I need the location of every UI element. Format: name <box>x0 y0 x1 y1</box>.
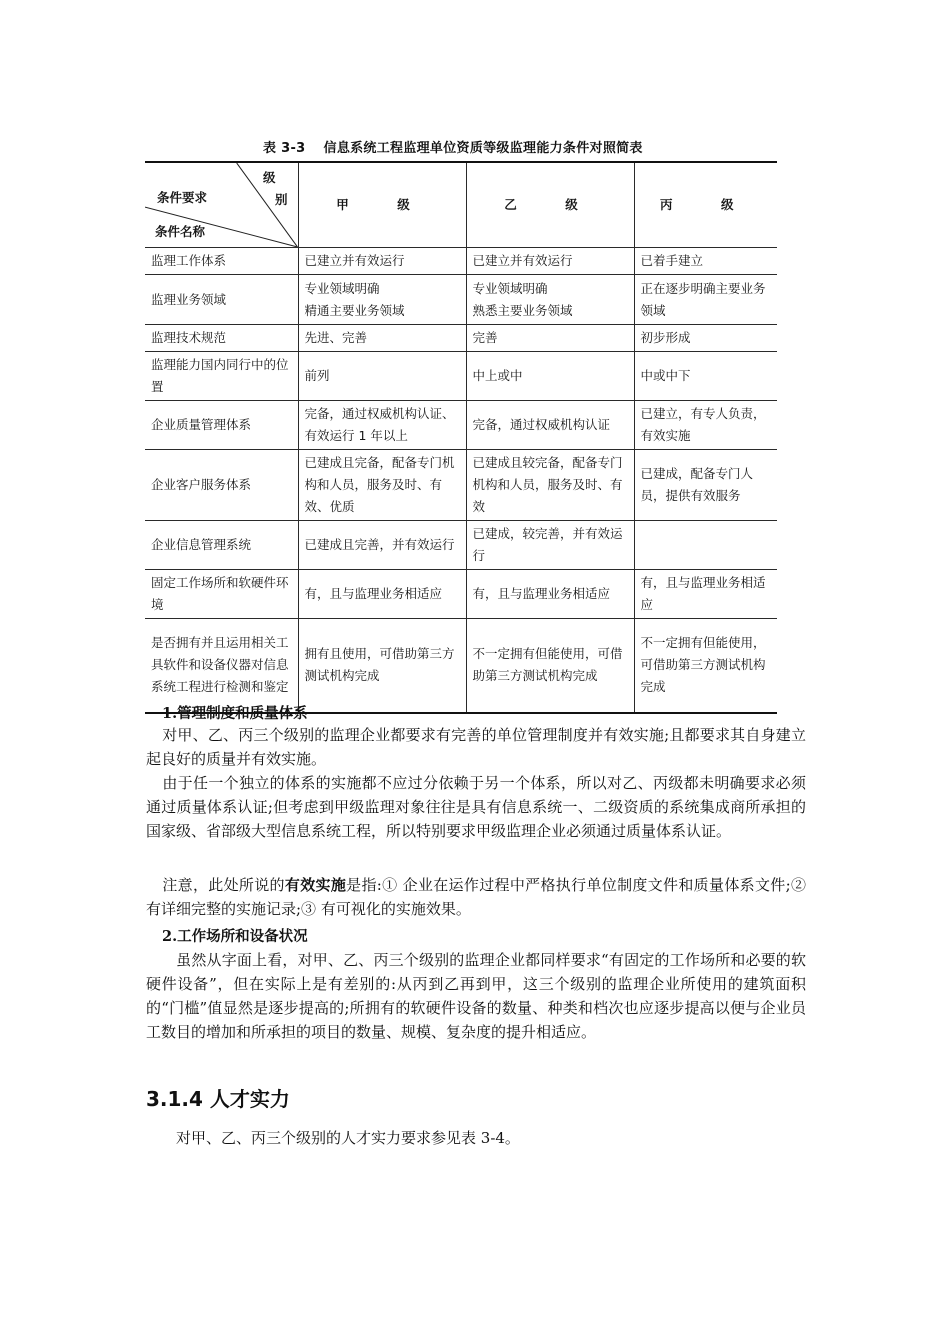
grade-c-cell <box>634 521 777 570</box>
paragraph-workplace <box>146 948 806 1044</box>
table-row <box>145 275 777 325</box>
diag-label-condition: 条件要求 <box>157 190 208 205</box>
row-name-cell: 监理能力国内同行中的位置 <box>145 352 298 401</box>
grade-b-cell: 已建成且较完备，配备专门机构和人员，服务及时、有效 <box>466 450 634 521</box>
table-row <box>145 570 777 619</box>
grade-a-cell: 先进、完善 <box>298 325 466 352</box>
row-name-cell: 企业质量管理体系 <box>145 401 298 450</box>
table-caption-title: 信息系统工程监理单位资质等级监理能力条件对照简表 <box>323 141 643 156</box>
section-heading-workplace: 2.工作场所和设备状况 <box>162 928 308 945</box>
table-row <box>145 619 777 713</box>
grade-c-cell: 初步形成 <box>634 325 777 352</box>
grade-a-cell: 已建立并有效运行 <box>298 248 466 275</box>
table-row <box>145 352 777 401</box>
paragraph-text: 注意，此处所说的 <box>162 876 285 894</box>
table-row <box>145 248 777 275</box>
section-heading-talent: 3.1.4 人才实力 <box>146 1087 290 1111</box>
table-caption <box>263 137 643 156</box>
row-name-cell: 企业信息管理系统 <box>145 521 298 570</box>
grade-c-cell: 不一定拥有但能使用，可借助第三方测试机构完成 <box>634 619 777 713</box>
paragraph-text: 是指:① 企业在运作过程中严格执行单位制度文件和质量体系文件;② 有详细完整的实施记录;③ 有可视化的实施效果。 <box>146 876 806 918</box>
row-name-cell: 是否拥有并且运用相关工具软件和设备仪器对信息系统工程进行检测和鉴定 <box>145 619 298 713</box>
grade-a-cell: 专业领域明确 精通主要业务领域 <box>298 275 466 325</box>
grade-a-cell: 已建成且完善，并有效运行 <box>298 521 466 570</box>
header-grade-a: 甲 级 <box>298 162 466 248</box>
table-row <box>145 325 777 352</box>
row-name-cell: 监理业务领域 <box>145 275 298 325</box>
grade-a-cell: 前列 <box>298 352 466 401</box>
grade-b-cell: 已建成，较完善，并有效运行 <box>466 521 634 570</box>
grade-c-cell: 已建立，有专人负责，有效实施 <box>634 401 777 450</box>
emphasis-text: 有效实施 <box>284 876 347 894</box>
row-name-cell: 监理技术规范 <box>145 325 298 352</box>
paragraph-management-1 <box>146 723 806 771</box>
diag-label-name: 条件名称 <box>155 224 206 239</box>
paragraph-text: 虽然从字面上看，对甲、乙、丙三个级别的监理企业都同样要求“有固定的工作场所和必要的软硬件设备”，但在实际上是有差别的:从丙到乙再到甲，这三个级别的监理企业所使用的建筑面积的“门槛”值显然是逐步提高的;所拥有的软硬件设备的数量、种类和档次也应逐步提高以便与企业员工数目的增加和所承担的项目的数量、规模、复杂度的提升相适应。 <box>146 951 806 1041</box>
paragraph-management-3 <box>146 873 806 921</box>
grade-b-cell: 完备，通过权威机构认证 <box>466 401 634 450</box>
paragraph-management-2 <box>146 771 806 843</box>
table-row <box>145 401 777 450</box>
diag-label-bie: 别 <box>275 192 288 207</box>
diag-label-top: 级 <box>263 170 276 185</box>
paragraph-talent: 对甲、乙、丙三个级别的人才实力要求参见表 3-4。 <box>176 1129 520 1147</box>
row-name-cell: 监理工作体系 <box>145 248 298 275</box>
grade-b-cell: 中上或中 <box>466 352 634 401</box>
grade-a-cell: 拥有且使用，可借助第三方测试机构完成 <box>298 619 466 713</box>
grade-c-cell: 有，且与监理业务相适应 <box>634 570 777 619</box>
row-name-cell: 固定工作场所和软硬件环境 <box>145 570 298 619</box>
diagonal-header-cell <box>145 162 298 248</box>
header-grade-c: 丙 级 <box>634 162 777 248</box>
paragraph-text: 对甲、乙、丙三个级别的监理企业都要求有完善的单位管理制度并有效实施;且都要求其自身建立起良好的质量并有效实施。 <box>146 726 806 768</box>
table-row <box>145 521 777 570</box>
row-name-cell: 企业客户服务体系 <box>145 450 298 521</box>
grade-c-cell: 已建成，配备专门人员，提供有效服务 <box>634 450 777 521</box>
qualification-table <box>145 161 777 714</box>
grade-b-cell: 专业领域明确 熟悉主要业务领域 <box>466 275 634 325</box>
grade-b-cell: 有，且与监理业务相适应 <box>466 570 634 619</box>
table-caption-number: 表 3-3 <box>263 141 306 156</box>
grade-b-cell: 不一定拥有但能使用，可借助第三方测试机构完成 <box>466 619 634 713</box>
grade-b-cell: 已建立并有效运行 <box>466 248 634 275</box>
grade-a-cell: 有，且与监理业务相适应 <box>298 570 466 619</box>
table-row <box>145 450 777 521</box>
grade-c-cell: 已着手建立 <box>634 248 777 275</box>
grade-c-cell: 正在逐步明确主要业务领域 <box>634 275 777 325</box>
grade-a-cell: 已建成且完备，配备专门机构和人员，服务及时、有效、优质 <box>298 450 466 521</box>
grade-a-cell: 完备，通过权威机构认证、有效运行 1 年以上 <box>298 401 466 450</box>
section-heading-management: 1.管理制度和质量体系 <box>162 705 308 722</box>
header-grade-b: 乙 级 <box>466 162 634 248</box>
paragraph-text: 由于任一个独立的体系的实施都不应过分依赖于另一个体系，所以对乙、丙级都未明确要求必须通过质量体系认证;但考虑到甲级监理对象往往是具有信息系统一、二级资质的系统集成商所承担的国家级、省部级大型信息系统工程，所以特别要求甲级监理企业必须通过质量体系认证。 <box>146 774 806 840</box>
table-header-row <box>145 162 777 248</box>
grade-c-cell: 中或中下 <box>634 352 777 401</box>
grade-b-cell: 完善 <box>466 325 634 352</box>
